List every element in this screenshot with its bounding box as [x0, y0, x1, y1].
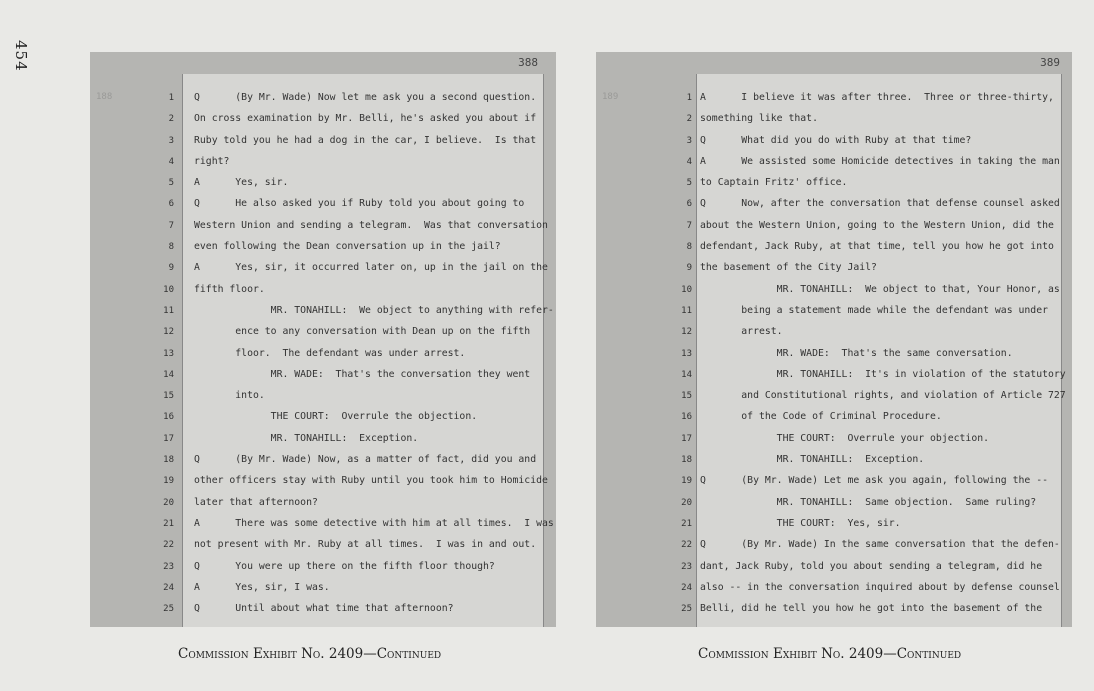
- line-text: A We assisted some Homicide detectives in taking the man: [700, 155, 1060, 167]
- line-text: MR. TONAHILL: Same objection. Same ruling?: [700, 496, 1037, 508]
- line-text: MR. WADE: That's the conversation they went: [194, 368, 531, 380]
- transcript-line: [596, 451, 1072, 472]
- transcript-line: [90, 600, 556, 621]
- transcript-line: [90, 174, 556, 195]
- line-number: 16: [163, 412, 174, 423]
- line-text: not present with Mr. Ruby at all times. I was in and out.: [194, 539, 537, 551]
- line-text: Q What did you do with Ruby at that time?: [700, 134, 972, 146]
- line-text: A Yes, sir.: [194, 177, 289, 189]
- transcript-line: [596, 132, 1072, 153]
- line-number: 5: [168, 178, 174, 189]
- transcript-line: [90, 472, 556, 493]
- line-number: 13: [163, 348, 174, 359]
- line-text: MR. TONAHILL: We object to anything with refer-: [194, 304, 554, 316]
- line-text: A Yes, sir, it occurred later on, up in the jail on the: [194, 262, 548, 274]
- transcript-line: [596, 153, 1072, 174]
- line-number: 23: [681, 561, 692, 572]
- line-number: 23: [163, 561, 174, 572]
- transcript-line: [90, 323, 556, 344]
- line-text: Q (By Mr. Wade) Now, as a matter of fact, did you and: [194, 454, 537, 466]
- transcript-line: [596, 494, 1072, 515]
- line-text: THE COURT: Overrule your objection.: [700, 432, 990, 444]
- line-text: THE COURT: Yes, sir.: [700, 517, 901, 529]
- transcript-line: [90, 536, 556, 557]
- transcript-line: [596, 174, 1072, 195]
- line-number: 16: [681, 412, 692, 423]
- line-text: Q Now, after the conversation that defense counsel asked: [700, 198, 1060, 210]
- transcript-line: [90, 451, 556, 472]
- line-text: being a statement made while the defendant was under: [700, 304, 1048, 316]
- transcript-line: [90, 366, 556, 387]
- transcript-line: [90, 345, 556, 366]
- line-number: 14: [681, 369, 692, 380]
- line-number: 13: [681, 348, 692, 359]
- transcript-line: [596, 259, 1072, 280]
- line-number: 14: [163, 369, 174, 380]
- side-number: 189: [602, 92, 619, 102]
- transcript-line: [90, 494, 556, 515]
- line-number: 9: [686, 263, 692, 274]
- line-text: other officers stay with Ruby until you took him to Homicide: [194, 475, 548, 487]
- line-text: A I believe it was after three. Three or three-thirty,: [700, 92, 1054, 103]
- line-text: ence to any conversation with Dean up on the fifth: [194, 326, 531, 338]
- line-text: MR. TONAHILL: Exception.: [700, 454, 925, 466]
- transcript-line: [90, 259, 556, 280]
- line-text: MR. TONAHILL: Exception.: [194, 432, 419, 444]
- line-number: 8: [686, 242, 692, 253]
- line-text: MR. WADE: That's the same conversation.: [700, 347, 1013, 359]
- transcript-line: [90, 408, 556, 429]
- line-text: Belli, did he tell you how he got into the basement of the: [700, 603, 1043, 615]
- line-number: 10: [163, 284, 174, 295]
- line-text: also -- in the conversation inquired about by defense counsel: [700, 581, 1060, 593]
- line-text: On cross examination by Mr. Belli, he's asked you about if: [194, 113, 537, 125]
- side-number: 188: [96, 92, 113, 102]
- line-number: 6: [686, 199, 692, 210]
- line-text: right?: [194, 155, 230, 167]
- transcript-lines: [90, 89, 556, 621]
- transcript-line: [596, 408, 1072, 429]
- transcript-line: [596, 515, 1072, 536]
- transcript-line: [90, 515, 556, 536]
- line-number: 10: [681, 284, 692, 295]
- line-text: Q You were up there on the fifth floor though?: [194, 560, 495, 572]
- line-number: 25: [163, 604, 174, 615]
- line-text: and Constitutional rights, and violation of Article 727: [700, 390, 1066, 402]
- exhibit-caption-right: Commission Exhibit No. 2409—Continued: [698, 646, 962, 662]
- line-text: MR. TONAHILL: We object to that, Your Honor, as: [700, 283, 1060, 295]
- transcript-line: [596, 345, 1072, 366]
- line-text: Q (By Mr. Wade) Let me ask you again, following the --: [700, 475, 1048, 487]
- line-number: 22: [163, 540, 174, 551]
- transcript-line: [596, 366, 1072, 387]
- exhibit-caption-left: Commission Exhibit No. 2409—Continued: [178, 646, 442, 662]
- line-number: 15: [681, 391, 692, 402]
- line-text: into.: [194, 390, 265, 402]
- line-number: 3: [686, 135, 692, 146]
- line-number: 1: [686, 93, 692, 103]
- line-text: something like that.: [700, 113, 818, 125]
- line-text: Q (By Mr. Wade) In the same conversation that the defen-: [700, 539, 1060, 551]
- transcript-line: [596, 195, 1072, 216]
- line-text: of the Code of Criminal Procedure.: [700, 411, 942, 423]
- line-text: Western Union and sending a telegram. Was that conversation: [194, 219, 548, 231]
- transcript-line: [90, 110, 556, 131]
- transcript-line: [596, 600, 1072, 621]
- line-number: 21: [681, 518, 692, 529]
- line-text: the basement of the City Jail?: [700, 262, 877, 274]
- line-text: A There was some detective with him at all times. I was: [194, 517, 554, 529]
- transcript-page-left: [90, 52, 556, 627]
- line-text: to Captain Fritz' office.: [700, 177, 848, 189]
- transcript-line: [90, 153, 556, 174]
- line-number: 7: [168, 220, 174, 231]
- transcript-line: [596, 579, 1072, 600]
- transcript-lines: [596, 89, 1072, 621]
- line-number: 24: [163, 582, 174, 593]
- line-text: MR. TONAHILL: It's in violation of the statutory: [700, 368, 1066, 380]
- line-number: 3: [168, 135, 174, 146]
- transcript-line: [596, 238, 1072, 259]
- line-number: 20: [681, 497, 692, 508]
- line-text: Q He also asked you if Ruby told you about going to: [194, 198, 525, 210]
- line-text: Ruby told you he had a dog in the car, I believe. Is that: [194, 134, 537, 146]
- line-number: 21: [163, 518, 174, 529]
- line-text: fifth floor.: [194, 283, 265, 295]
- line-text: arrest.: [700, 326, 783, 338]
- transcript-line: [90, 387, 556, 408]
- line-text: dant, Jack Ruby, told you about sending a telegram, did he: [700, 560, 1043, 572]
- line-number: 12: [163, 327, 174, 338]
- line-number: 25: [681, 604, 692, 615]
- corner-page-number: 388: [518, 56, 538, 69]
- line-number: 11: [681, 305, 692, 316]
- line-number: 24: [681, 582, 692, 593]
- line-number: 12: [681, 327, 692, 338]
- line-number: 7: [686, 220, 692, 231]
- transcript-line: [596, 472, 1072, 493]
- line-text: THE COURT: Overrule the objection.: [194, 411, 478, 423]
- line-text: even following the Dean conversation up in the jail?: [194, 241, 501, 253]
- transcript-line: [596, 430, 1072, 451]
- transcript-line: [596, 323, 1072, 344]
- line-number: 4: [168, 156, 174, 167]
- transcript-line: [90, 132, 556, 153]
- line-text: later that afternoon?: [194, 496, 318, 508]
- line-text: floor. The defendant was under arrest.: [194, 347, 466, 359]
- transcript-line: [596, 110, 1072, 131]
- line-number: 19: [163, 476, 174, 487]
- line-number: 9: [168, 263, 174, 274]
- line-number: 2: [168, 114, 174, 125]
- line-number: 15: [163, 391, 174, 402]
- transcript-line: [596, 536, 1072, 557]
- line-text: defendant, Jack Ruby, at that time, tell you how he got into: [700, 241, 1054, 253]
- line-number: 22: [681, 540, 692, 551]
- line-number: 8: [168, 242, 174, 253]
- transcript-line: [90, 89, 556, 110]
- line-number: 11: [163, 305, 174, 316]
- line-text: Q Until about what time that afternoon?: [194, 603, 454, 615]
- line-text: Q (By Mr. Wade) Now let me ask you a second question.: [194, 92, 537, 103]
- transcript-line: [596, 89, 1072, 110]
- transcript-line: [90, 430, 556, 451]
- transcript-line: [90, 195, 556, 216]
- transcript-line: [596, 558, 1072, 579]
- line-number: 18: [681, 455, 692, 466]
- transcript-line: [90, 238, 556, 259]
- transcript-line: [596, 217, 1072, 238]
- line-text: about the Western Union, going to the Western Union, did the: [700, 219, 1054, 231]
- corner-page-number: 389: [1040, 56, 1060, 69]
- transcript-line: [90, 217, 556, 238]
- transcript-line: [90, 579, 556, 600]
- transcript-line: [90, 281, 556, 302]
- transcript-line: [90, 558, 556, 579]
- transcript-line: [596, 302, 1072, 323]
- line-number: 6: [168, 199, 174, 210]
- line-number: 17: [163, 433, 174, 444]
- line-number: 19: [681, 476, 692, 487]
- line-number: 17: [681, 433, 692, 444]
- transcript-line: [596, 281, 1072, 302]
- line-text: A Yes, sir, I was.: [194, 581, 330, 593]
- transcript-line: [596, 387, 1072, 408]
- line-number: 20: [163, 497, 174, 508]
- line-number: 2: [686, 114, 692, 125]
- line-number: 18: [163, 455, 174, 466]
- line-number: 5: [686, 178, 692, 189]
- transcript-line: [90, 302, 556, 323]
- line-number: 1: [168, 93, 174, 103]
- page-number: 454: [12, 40, 30, 72]
- transcript-page-right: [596, 52, 1072, 627]
- line-number: 4: [686, 156, 692, 167]
